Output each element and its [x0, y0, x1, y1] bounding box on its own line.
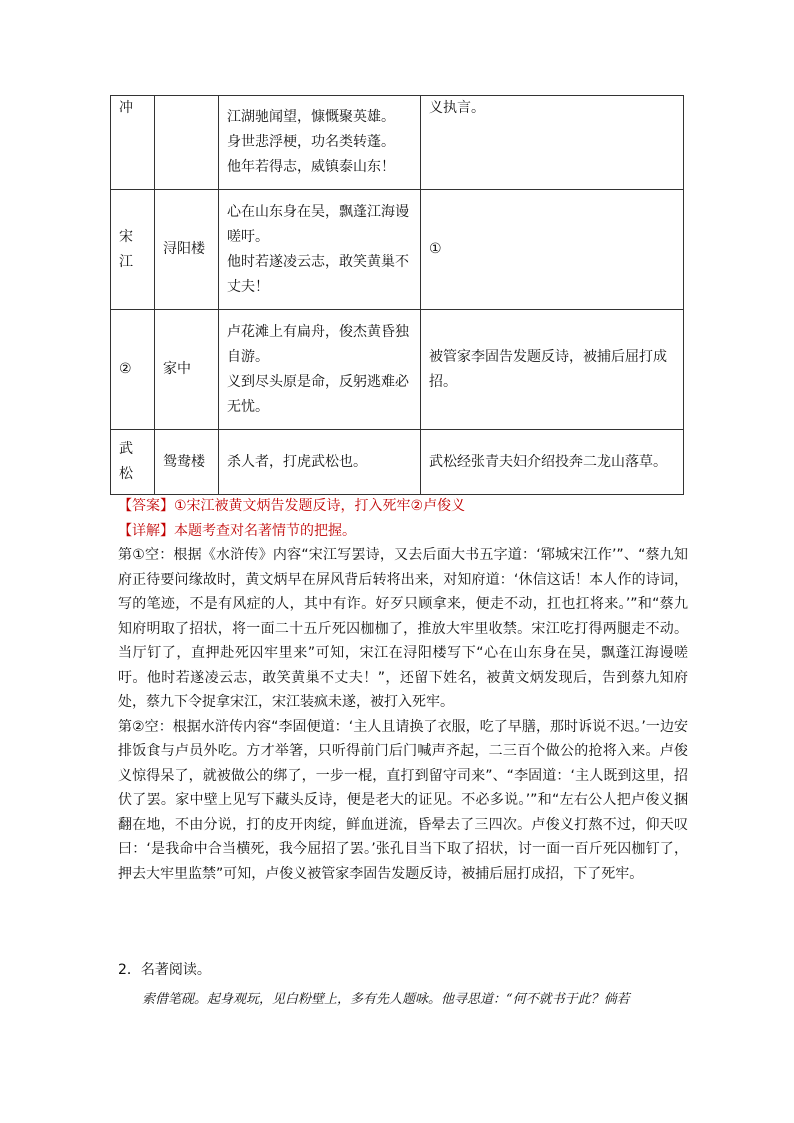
excerpt-text: 索借笔砚。起身观玩，见白粉壁上，多有先人题咏。他寻思道：“何不就书于此？倘若	[142, 992, 630, 1007]
character-name-text: 冲	[119, 100, 133, 116]
poem-line: 他年若得志，威镇泰山东！	[227, 159, 395, 175]
plot-text: ①	[429, 241, 442, 257]
character-name-text: 松	[119, 466, 133, 482]
character-name-cell	[111, 190, 155, 310]
table-row	[111, 310, 684, 430]
table-row	[111, 96, 684, 190]
answer-paragraph	[118, 494, 688, 519]
location-cell: 鸳鸯楼	[155, 430, 219, 495]
plot-text: 被管家李固告发题反诗，被捕后屈打成	[429, 348, 667, 365]
location-cell: 家中	[155, 310, 219, 430]
character-name-cell	[111, 96, 155, 190]
table-row	[111, 190, 684, 310]
poem-line: 卢花滩上有扁舟，俊杰黄昏独	[227, 323, 409, 340]
poem-line: 丈夫！	[227, 278, 269, 295]
poem-table	[110, 95, 684, 495]
answer-section	[118, 494, 688, 886]
poem-line: 自游。	[227, 348, 269, 365]
plot-cell	[421, 430, 684, 495]
character-name-text: 江	[119, 253, 133, 270]
plot-text: 义执言。	[429, 100, 485, 116]
poem-cell	[219, 430, 421, 495]
character-name-cell	[111, 430, 155, 495]
character-name-text: 武	[119, 441, 133, 457]
character-name-cell	[111, 310, 155, 430]
poem-cell	[219, 310, 421, 430]
character-name-text: 宋	[119, 228, 133, 245]
poem-line: 杀人者，打虎武松也。	[227, 453, 367, 470]
detail-paragraph	[118, 519, 688, 544]
plot-cell	[421, 190, 684, 310]
answer-text: ①宋江被黄文炳告发题反诗，打入死牢②卢俊义	[174, 498, 466, 514]
plot-text: 武松经张青夫妇介绍投奔二龙山落草。	[429, 453, 667, 470]
answer-label: 【答案】	[118, 498, 174, 514]
detail-text: 本题考查对名著情节的把握。	[174, 522, 356, 539]
poem-line: 嗟吁。	[227, 228, 269, 245]
question-heading: 2．名著阅读。	[118, 962, 211, 978]
poem-line: 他时若遂凌云志，敢笑黄巢不	[227, 253, 409, 270]
poem-cell	[219, 190, 421, 310]
plot-cell	[421, 96, 684, 190]
poem-cell	[219, 96, 421, 190]
plot-cell	[421, 310, 684, 430]
poem-line: 身世悲浮梗，功名类转蓬。	[227, 134, 395, 150]
poem-line: 江湖驰闻望，慷慨聚英雄。	[227, 109, 395, 125]
table-body	[111, 96, 684, 495]
plot-text: 招。	[429, 373, 457, 390]
blank1-explanation: 第①空：根据《水浒传》内容“宋江写罢诗，又去后面大书五字道：‘郓城宋江作’”、“蔡九知府正待要问缘故时，黄文炳早在屏风背后转将出来，对知府道：‘休信这话！本人作的诗词，写的笔迹，不是有风症的人，其中有诈。好歹只顾拿来，便走不动，扛也扛将来。’”和“蔡九知府明取了招状，将一面二十五斤死囚枷枷了，推放大牢里收禁。宋江吃打得两腿走不动。当厅钉了，直押赴死囚牢里来”可知，宋江在浔阳楼写下“心在山东身在吴，飘蓬江海谩嗟吁。他时若遂凌云志，敢笑黄巢不丈夫！”，还留下姓名，被黄文炳发现后，告到蔡九知府处，蔡九下令捉拿宋江，宋江装疯未遂，被打入死牢。	[118, 547, 688, 710]
character-name-text: ②	[119, 361, 132, 377]
poem-line: 无忧。	[227, 398, 269, 415]
location-cell: 浔阳楼	[155, 190, 219, 310]
table-row	[111, 430, 684, 495]
blank2-explanation: 第②空：根据水浒传内容“李固便道：‘主人且请换了衣服，吃了早膳，那时诉说不迟。’一边安排饭食与卢员外吃。方才举箸，只听得前门后门喊声齐起，二三百个做公的抢将入来。卢俊义惊得呆了，就被做公的绑了，一步一棍，直打到留守司来”、“李固道：‘主人既到这里，招伏了罢。家中壁上见写下藏头反诗，便是老大的证见。不必多说。’”和“左右公人把卢俊义捆翻在地，不由分说，打的皮开肉绽，鲜血迸流，昏晕去了三四次。卢俊义打熬不过，仰天叹曰：‘是我命中合当横死，我今屈招了罢。’张孔目当下取了招状，讨一面一百斤死囚枷钉了，押去大牢里监禁”可知，卢俊义被管家李固告发题反诗，被捕后屈打成招，下了死牢。	[118, 718, 688, 882]
location-cell	[155, 96, 219, 190]
poem-line: 心在山东身在吴，飘蓬江海谩	[227, 203, 409, 220]
detail-label: 【详解】	[118, 522, 174, 539]
poem-line: 义到尽头原是命，反躬逃难必	[227, 373, 409, 390]
